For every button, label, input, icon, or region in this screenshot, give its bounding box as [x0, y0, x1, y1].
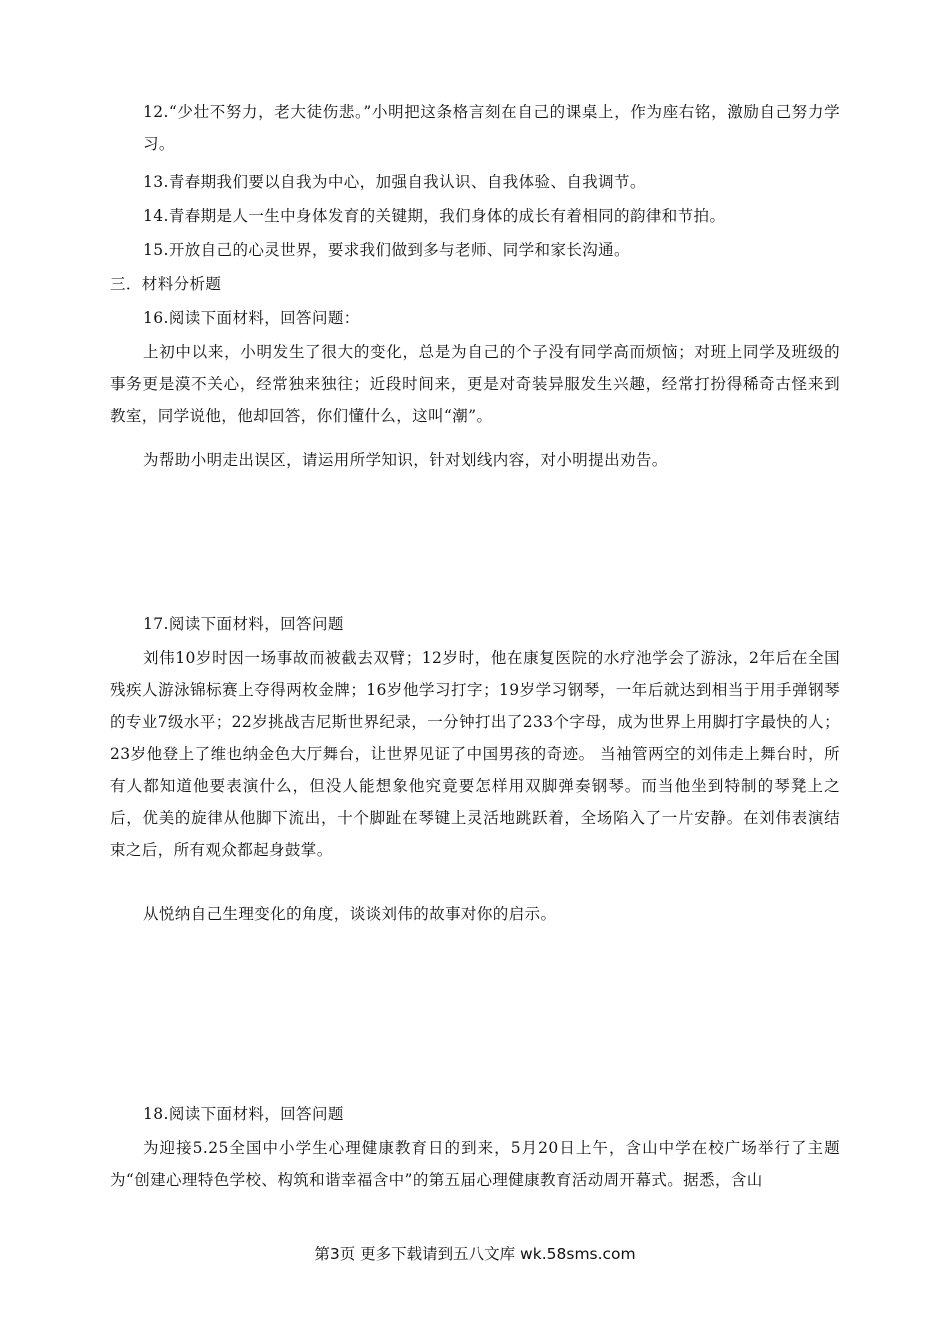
question-18-material: 为迎接5.25全国中小学生心理健康教育日的到来，5月20日上午，含山中学在校广场举行了主题为“创建心理特色学校、构筑和谐幸福含中”的第五届心理健康教育活动周开幕式。据悉，含山 [110, 1139, 840, 1189]
question-16-title: 16.阅读下面材料，回答问题： [143, 309, 360, 327]
section-heading-material-analysis: 三．材料分析题 [110, 275, 222, 293]
page-footer: 第3页 更多下载请到五八文库 wk.58sms.com [314, 1245, 636, 1263]
question-12: 12.“少壮不努力，老大徒伤悲。”小明把这条格言刻在自己的课桌上，作为座右铭，激励自己努力学习。 [143, 103, 840, 153]
question-17-material: 刘伟10岁时因一场事故而被截去双臂；12岁时，他在康复医院的水疗池学会了游泳，2年后在全国残疾人游泳锦标赛上夺得两枚金牌；16岁他学习打字；19岁学习钢琴，一年后就达到相当于用手弹钢琴的专业7级水平；22岁挑战吉尼斯世界纪录，一分钟打出了233个字母，成为世界上用脚打字最快的人；23岁他登上了维也纳金色大厅舞台，让世界见证了中国男孩的奇迹。 当袖管两空的刘伟走上舞台时，所有人都知道他要表演什么，但没人能想象他究竟要怎样用双脚弹奏钢琴。而当他坐到特制的琴凳上之后，优美的旋律从他脚下流出，十个脚趾在琴键上灵活地跳跃着，全场陷入了一片安静。在刘伟表演结束之后，所有观众都起身鼓掌。 [110, 649, 840, 859]
question-16-prompt: 为帮助小明走出误区，请运用所学知识，针对划线内容，对小明提出劝告。 [143, 451, 668, 469]
question-16-material: 上初中以来，小明发生了很大的变化，总是为自己的个子没有同学高而烦恼；对班上同学及班级的事务更是漠不关心，经常独来独往；近段时间来，更是对奇装异服发生兴趣，经常打扮得稀奇古怪来到教室，同学说他，他却回答，你们懂什么，这叫“潮”。 [110, 343, 840, 425]
question-14: 14.青春期是人一生中身体发育的关键期，我们身体的成长有着相同的韵律和节拍。 [143, 207, 726, 225]
question-15: 15.开放自己的心灵世界，要求我们做到多与老师、同学和家长沟通。 [143, 241, 630, 259]
question-18-title: 18.阅读下面材料，回答问题 [143, 1105, 344, 1123]
question-17-prompt: 从悦纳自己生理变化的角度，谈谈刘伟的故事对你的启示。 [143, 905, 557, 923]
question-17-title: 17.阅读下面材料，回答问题 [143, 615, 344, 633]
question-13: 13.青春期我们要以自我为中心，加强自我认识、自我体验、自我调节。 [143, 173, 646, 191]
